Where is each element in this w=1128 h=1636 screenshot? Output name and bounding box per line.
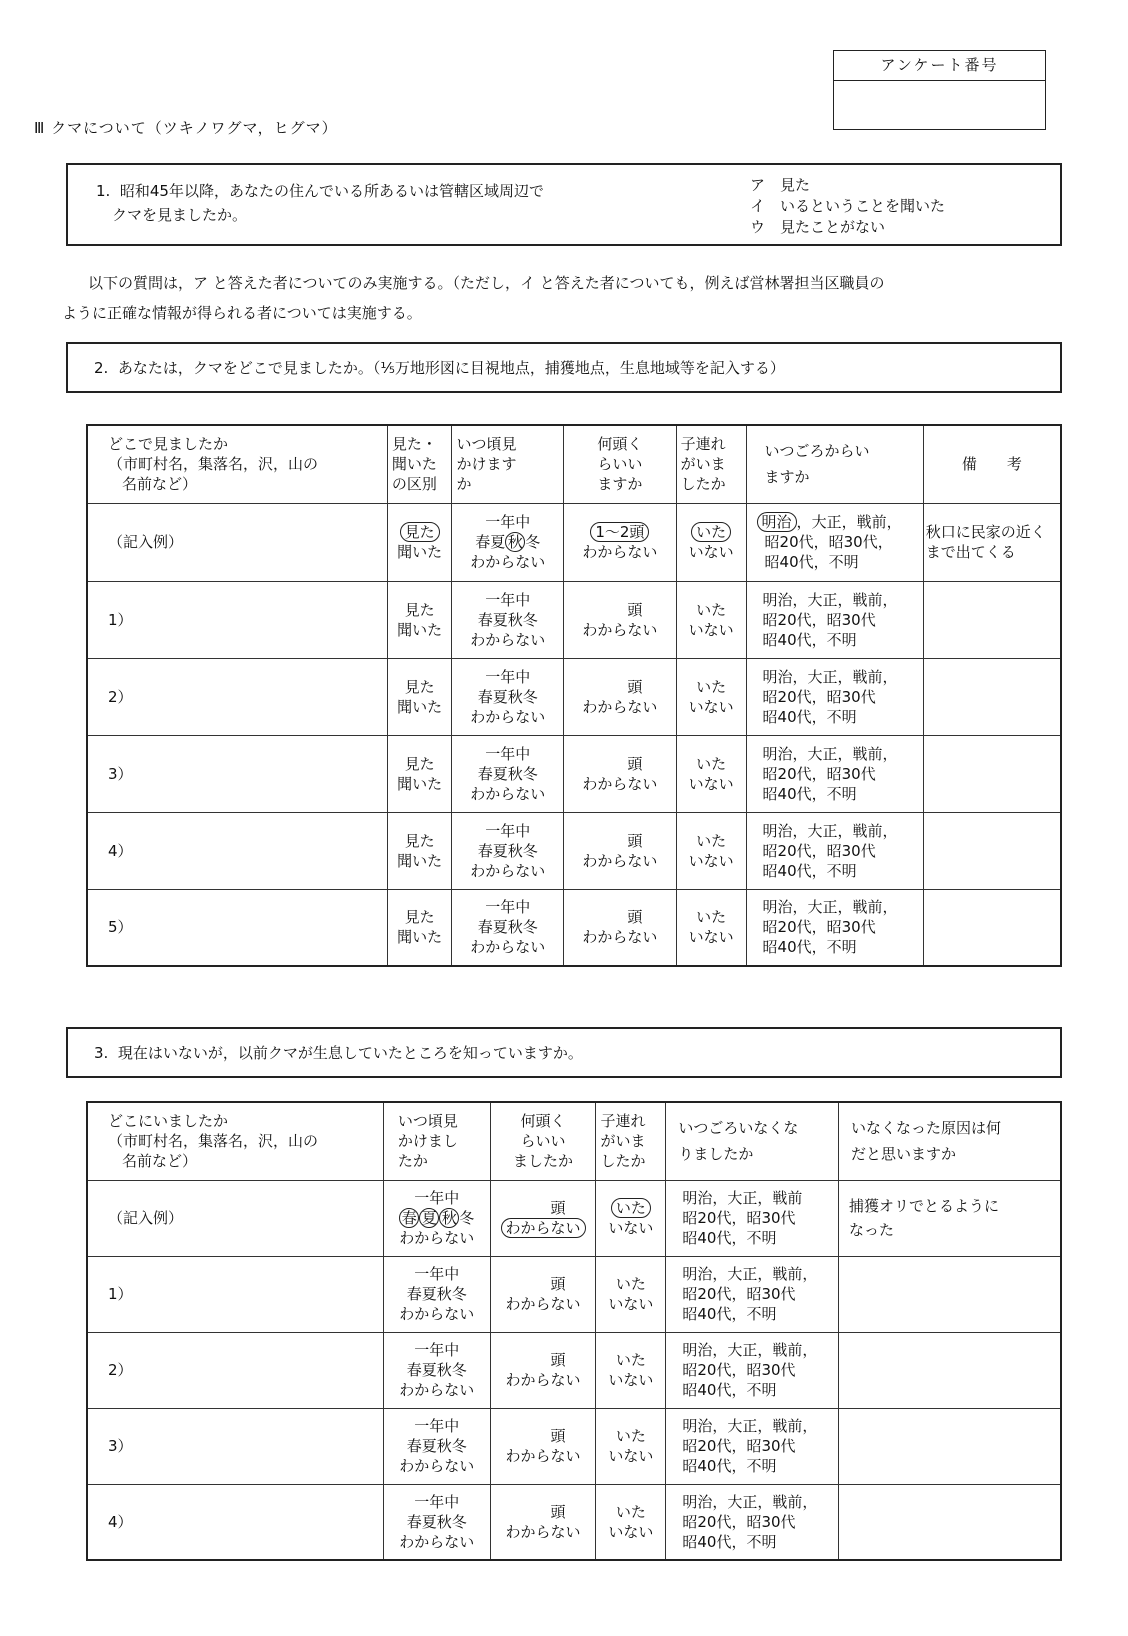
era-choice[interactable]: 明治，大正，戦前， 昭20代，昭30代 昭40代，不明 <box>666 1256 839 1332</box>
question-2 <box>66 342 1062 393</box>
seen-heard-choice[interactable]: 見た 聞いた <box>387 581 452 658</box>
remarks-field[interactable] <box>923 735 1061 812</box>
cubs-choice[interactable]: いた いない <box>676 812 746 889</box>
q1-options <box>750 175 945 238</box>
circled-summer: 夏 <box>419 1208 439 1228</box>
table-row <box>87 812 1061 889</box>
q1-text-line2: クマを見ましたか。 <box>112 206 248 224</box>
row-label: 1） <box>87 1256 383 1332</box>
q3-header-reason: いなくなった原因は何 だと思いますか <box>839 1102 1062 1180</box>
table-row <box>87 581 1061 658</box>
reason-field[interactable] <box>839 1332 1062 1408</box>
cubs-choice[interactable]: いた いない <box>596 1484 666 1560</box>
remarks-field[interactable] <box>923 812 1061 889</box>
q3-example-count: 頭 わからない <box>490 1180 596 1256</box>
q2-header-remarks: 備 考 <box>923 425 1061 503</box>
count-field[interactable]: 頭 わからない <box>564 735 677 812</box>
q1-option-u[interactable]: ウ 見たことがない <box>750 218 886 236</box>
q1-option-i[interactable]: イ いるということを聞いた <box>750 197 946 215</box>
cubs-choice[interactable]: いた いない <box>676 889 746 966</box>
q2-example-since: 明治 ，大正，戦前， 昭20代，昭30代， 昭40代，不明 <box>746 503 923 581</box>
q2-example-cubs: いた いない <box>676 503 746 581</box>
era-choice[interactable]: 明治，大正，戦前， 昭20代，昭30代 昭40代，不明 <box>666 1332 839 1408</box>
count-field[interactable]: 頭 わからない <box>564 812 677 889</box>
remarks-field[interactable] <box>923 889 1061 966</box>
season-choice[interactable]: 一年中 春夏秋冬 わからない <box>383 1256 490 1332</box>
q2-header-where: どこで見ましたか （市町村名，集落名，沢，山の 名前など） <box>87 425 387 503</box>
q3-example-label: （記入例） <box>87 1180 383 1256</box>
remarks-field[interactable] <box>923 658 1061 735</box>
circled-seen: 見た <box>400 522 440 542</box>
table-row <box>87 1332 1061 1408</box>
question-1 <box>66 163 1062 246</box>
reason-field[interactable] <box>839 1408 1062 1484</box>
q2-example-remarks: 秋口に民家の近くまで出てくる <box>923 503 1061 581</box>
reason-field[interactable] <box>839 1256 1062 1332</box>
circled-meiji: 明治 <box>757 512 797 532</box>
season-choice[interactable]: 一年中 春夏秋冬 わからない <box>452 658 564 735</box>
era-choice[interactable]: 明治，大正，戦前， 昭20代，昭30代 昭40代，不明 <box>666 1408 839 1484</box>
q3-header-cubs: 子連れ がいま したか <box>596 1102 666 1180</box>
q2-example-count: 1～2頭 わからない <box>564 503 677 581</box>
season-choice[interactable]: 一年中 春夏秋冬 わからない <box>452 581 564 658</box>
season-choice[interactable]: 一年中 春夏秋冬 わからない <box>383 1484 490 1560</box>
cubs-choice[interactable]: いた いない <box>596 1332 666 1408</box>
q2-example-when: 一年中 春夏 秋 冬 わからない <box>452 503 564 581</box>
era-choice[interactable]: 明治，大正，戦前， 昭20代，昭30代 昭40代，不明 <box>746 735 923 812</box>
row-label: 2） <box>87 658 387 735</box>
era-choice[interactable]: 明治，大正，戦前， 昭20代，昭30代 昭40代，不明 <box>746 812 923 889</box>
seen-heard-choice[interactable]: 見た 聞いた <box>387 812 452 889</box>
q3-table <box>86 1101 1062 1561</box>
q3-example-when: 一年中 春 夏 秋 冬 わからない <box>383 1180 490 1256</box>
note-line2: ように正確な情報が得られる者については実施する。 <box>62 304 422 322</box>
row-label: 3） <box>87 1408 383 1484</box>
table-row <box>87 658 1061 735</box>
circled-autumn: 秋 <box>505 532 525 552</box>
circled-autumn: 秋 <box>439 1208 459 1228</box>
count-field[interactable]: 頭 わからない <box>564 658 677 735</box>
q3-example-cubs: いた いない <box>596 1180 666 1256</box>
q3-header-row <box>87 1102 1061 1180</box>
cubs-choice[interactable]: いた いない <box>596 1408 666 1484</box>
q3-example-reason: 捕獲オリでとるように なった <box>839 1180 1062 1256</box>
table-row <box>87 1484 1061 1560</box>
seen-heard-choice[interactable]: 見た 聞いた <box>387 889 452 966</box>
q3-header-gone-when: いつごろいなくな りましたか <box>666 1102 839 1180</box>
q3-header-how-many: 何頭く らいい ましたか <box>490 1102 596 1180</box>
q2-header-when: いつ頃見 かけます か <box>452 425 564 503</box>
question-3 <box>66 1027 1062 1078</box>
circled-unknown: わからない <box>501 1218 586 1238</box>
table-row <box>87 735 1061 812</box>
era-choice[interactable]: 明治，大正，戦前， 昭20代，昭30代 昭40代，不明 <box>666 1484 839 1560</box>
count-field[interactable]: 頭 わからない <box>564 581 677 658</box>
note-line1: 以下の質問は，ア と答えた者についてのみ実施する。（ただし，イ と答えた者についても，例えば営林署担当区職員の <box>88 274 885 292</box>
survey-number-box <box>833 50 1046 130</box>
q1-text-line1: 昭和45年以降，あなたの住んでいる所あるいは管轄区域周辺で <box>119 182 544 200</box>
q2-header-seen-heard: 見た・ 聞いた の区別 <box>387 425 452 503</box>
season-choice[interactable]: 一年中 春夏秋冬 わからない <box>452 735 564 812</box>
count-field[interactable]: 頭 わからない <box>490 1408 596 1484</box>
row-label: 4） <box>87 1484 383 1560</box>
section-heading: Ⅲ クマについて（ツキノワグマ，ヒグマ） <box>34 119 338 137</box>
era-choice[interactable]: 明治，大正，戦前， 昭20代，昭30代 昭40代，不明 <box>746 889 923 966</box>
q1-number: 1. <box>96 182 111 200</box>
q2-header-how-many: 何頭く らいい ますか <box>564 425 677 503</box>
q2-example-label: （記入例） <box>87 503 387 581</box>
q2-text: あなたは，クマをどこで見ましたか。（⅕万地形図に目視地点，捕獲地点，生息地域等を記入する） <box>117 359 785 377</box>
circled-count: 1～2頭 <box>590 522 649 542</box>
q3-text: 現在はいないが，以前クマが生息していたところを知っていますか。 <box>117 1044 583 1062</box>
season-choice[interactable]: 一年中 春夏秋冬 わからない <box>383 1332 490 1408</box>
cubs-choice[interactable]: いた いない <box>596 1256 666 1332</box>
row-label: 5） <box>87 889 387 966</box>
count-field[interactable]: 頭 わからない <box>564 889 677 966</box>
q2-header-cubs: 子連れ がいま したか <box>676 425 746 503</box>
season-choice[interactable]: 一年中 春夏秋冬 わからない <box>452 889 564 966</box>
q2-table <box>86 424 1062 967</box>
cubs-choice[interactable]: いた いない <box>676 581 746 658</box>
row-label: 1） <box>87 581 387 658</box>
q3-example-row <box>87 1180 1061 1256</box>
row-label: 3） <box>87 735 387 812</box>
cubs-choice[interactable]: いた いない <box>676 658 746 735</box>
q2-example-seen-heard: 見た 聞いた <box>387 503 452 581</box>
count-field[interactable]: 頭 わからない <box>490 1256 596 1332</box>
q3-header-where: どこにいましたか （市町村名，集落名，沢，山の 名前など） <box>87 1102 383 1180</box>
era-choice[interactable]: 明治，大正，戦前， 昭20代，昭30代 昭40代，不明 <box>746 581 923 658</box>
table-row <box>87 1408 1061 1484</box>
era-choice[interactable]: 明治，大正，戦前， 昭20代，昭30代 昭40代，不明 <box>746 658 923 735</box>
count-field[interactable]: 頭 わからない <box>490 1332 596 1408</box>
seen-heard-choice[interactable]: 見た 聞いた <box>387 735 452 812</box>
q2-example-row <box>87 503 1061 581</box>
q3-header-when: いつ頃見 かけまし たか <box>383 1102 490 1180</box>
cubs-choice[interactable]: いた いない <box>676 735 746 812</box>
count-field[interactable]: 頭 わからない <box>490 1484 596 1560</box>
seen-heard-choice[interactable]: 見た 聞いた <box>387 658 452 735</box>
circled-present: いた <box>611 1198 651 1218</box>
season-choice[interactable]: 一年中 春夏秋冬 わからない <box>452 812 564 889</box>
circled-spring: 春 <box>399 1208 419 1228</box>
q2-header-row <box>87 425 1061 503</box>
survey-number-field[interactable] <box>834 81 1045 129</box>
table-row <box>87 1256 1061 1332</box>
q2-header-since: いつごろからい ますか <box>746 425 923 503</box>
remarks-field[interactable] <box>923 581 1061 658</box>
row-label: 2） <box>87 1332 383 1408</box>
circled-present: いた <box>691 522 731 542</box>
season-choice[interactable]: 一年中 春夏秋冬 わからない <box>383 1408 490 1484</box>
table-row <box>87 889 1061 966</box>
q1-option-a[interactable]: ア 見た <box>750 176 811 194</box>
q2-number: 2. <box>94 359 109 377</box>
row-label: 4） <box>87 812 387 889</box>
q3-example-gone-when: 明治，大正，戦前 昭20代，昭30代 昭40代，不明 <box>666 1180 839 1256</box>
survey-number-label: アンケート番号 <box>834 51 1045 81</box>
q3-number: 3. <box>94 1044 109 1062</box>
instruction-note <box>62 268 1062 328</box>
reason-field[interactable] <box>839 1484 1062 1560</box>
